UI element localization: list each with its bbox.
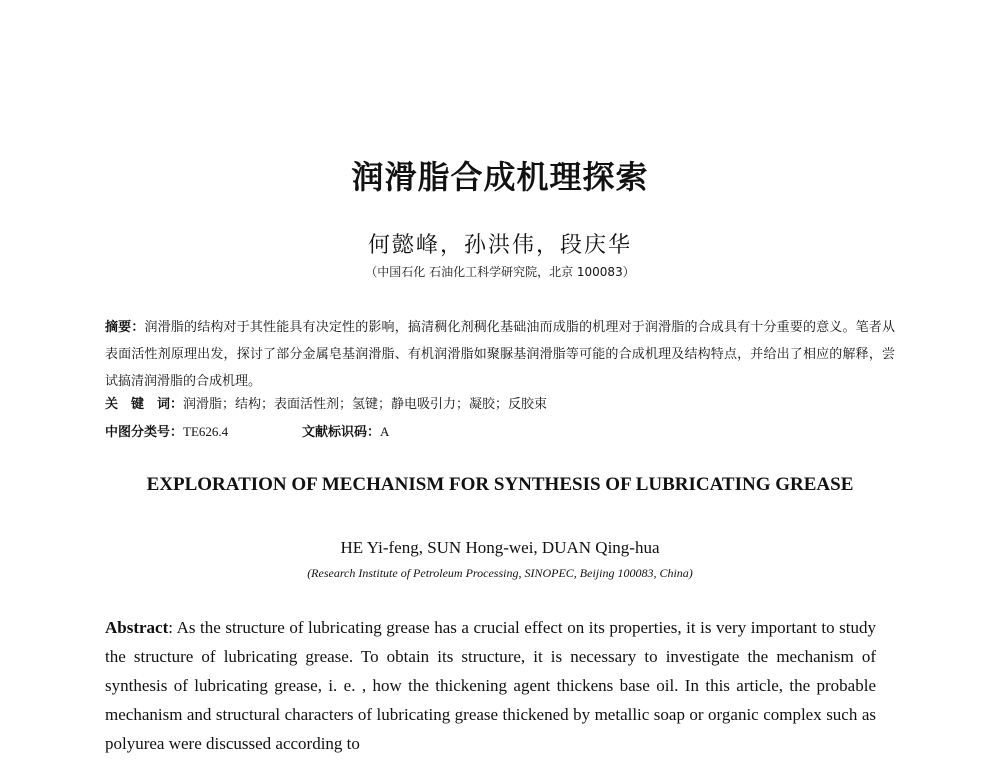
document-identifier-label: 文献标识码： <box>302 425 381 440</box>
english-abstract-separator: : <box>168 618 177 637</box>
english-abstract <box>105 613 876 758</box>
classification-label: 中图分类号： <box>105 425 184 440</box>
chinese-authors: 何懿峰，孙洪伟，段庆华 <box>367 232 632 257</box>
chinese-title: 润滑脂合成机理探索 <box>351 158 649 196</box>
document-identifier-value: A <box>380 424 390 439</box>
chinese-affiliation: （中国石化 石油化工科学研究院，北京 100083） <box>365 265 635 279</box>
classification-number <box>105 421 228 444</box>
english-authors: HE Yi-feng, SUN Hong-wei, DUAN Qing-hua <box>340 538 660 557</box>
chinese-abstract <box>105 314 895 395</box>
chinese-abstract-text: 润滑脂的结构对于其性能具有决定性的影响，搞清稠化剂稠化基础油而成脂的机理对于润滑脂的合成具有十分重要的意义。笔者从表面活性剂原理出发，探讨了部分金属皂基润滑脂、有机润滑脂如聚脲基润滑脂等可能的合成机理及结构特点，并给出了相应的解释，尝试搞清润滑脂的合成机理。 <box>105 320 895 389</box>
english-abstract-label: Abstract <box>105 618 169 637</box>
document-identifier <box>302 421 389 444</box>
english-abstract-text: As the structure of lubricating grease has a crucial effect on its properties, it is very important to study the structure of lubricating grease. To obtain its structure, it is necessary to investigate the mechanism of synthesis of lubricating grease, i. e. , how the thickening agent thickens base oil. In this article, the probable mechanism and structural characters of lubricating grease thickened by metallic soap or organic complex such as polyurea were discussed according to <box>105 618 876 753</box>
chinese-keywords <box>105 394 547 416</box>
chinese-abstract-label: 摘要： <box>105 320 145 335</box>
chinese-keywords-label: 关 键 词： <box>105 397 184 412</box>
chinese-keywords-text: 润滑脂；结构；表面活性剂；氢键；静电吸引力；凝胶；反胶束 <box>183 397 548 412</box>
english-title: EXPLORATION OF MECHANISM FOR SYNTHESIS OF LUBRICATING GREASE <box>146 474 854 495</box>
english-affiliation: (Research Institute of Petroleum Processing, SINOPEC, Beijing 100083, China) <box>307 566 693 580</box>
classification-value: TE626.4 <box>183 424 229 439</box>
